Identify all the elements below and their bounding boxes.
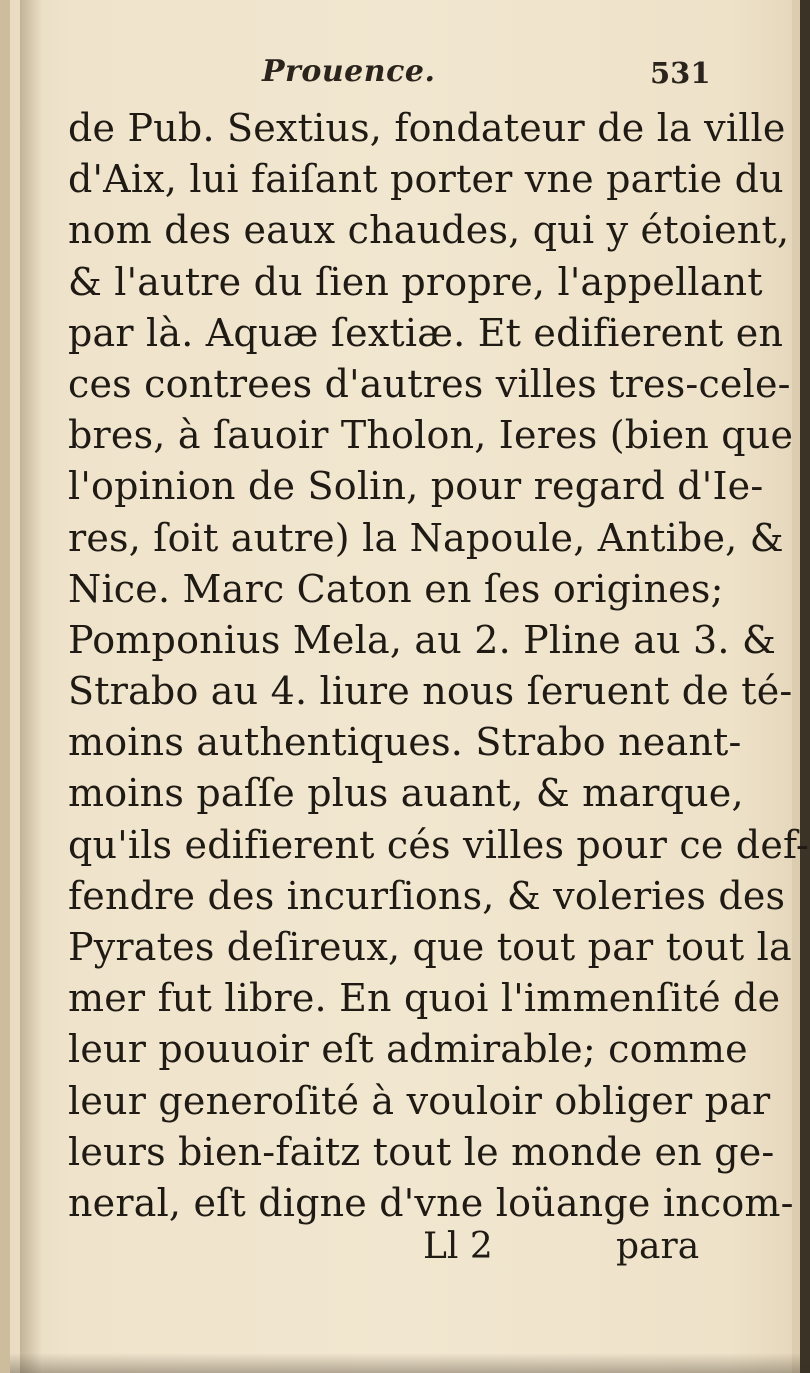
catchword: para — [616, 1226, 700, 1267]
text-line: nom des eaux chaudes, qui y étoient, — [68, 208, 790, 253]
text-line: Pomponius Mela, au 2. Pline au 3. & — [68, 617, 777, 662]
page-number: 531 — [650, 56, 711, 90]
text-line: Pyrates deſireux, que tout par tout la — [68, 925, 792, 969]
text-line: de Pub. Sextius, fondateur de la ville — [68, 106, 786, 150]
text-line: fendre des incurſions, & voleries des — [68, 873, 786, 918]
text-line: leurs bien-faitz tout le monde en ge- — [68, 1129, 775, 1174]
text-line: leur pouuoir eſt admirable; comme — [68, 1027, 748, 1072]
page-edge-shadow — [10, 1353, 810, 1373]
text-line: res, ſoit autre) la Napoule, Antibe, & — [68, 515, 784, 560]
page-footer — [10, 1226, 810, 1286]
body-text — [68, 103, 809, 1229]
gutter-shadow — [20, 0, 42, 1373]
page-header — [10, 50, 810, 98]
text-line: moins paſſe plus auant, & marque, — [68, 771, 744, 816]
text-line: moins authentiques. Strabo neant- — [68, 720, 742, 765]
text-line: bres, à ſauoir Tholon, Ieres (bien que — [68, 413, 794, 458]
signature-mark: Ll 2 — [423, 1226, 493, 1267]
text-line: Strabo au 4. liure nous ſeruent de té- — [68, 669, 793, 714]
text-line: par là. Aquæ ſextiæ. Et edifierent en — [68, 310, 784, 355]
text-line: neral, eſt digne d'vne loüange incom- — [68, 1180, 794, 1225]
text-line: l'opinion de Solin, pour regard d'Ie- — [68, 464, 764, 509]
text-line: Nice. Marc Caton en ſes origines; — [68, 566, 724, 611]
text-line: ces contrees d'autres villes tres-cele- — [68, 361, 791, 406]
text-line: mer fut libre. En quoi l'immenſité de — [68, 976, 781, 1021]
text-line: d'Aix, lui faiſant porter vne partie du — [68, 157, 784, 202]
running-title: Prouence. — [262, 54, 436, 89]
text-line: qu'ils edifierent cés villes pour ce def- — [68, 822, 809, 867]
text-line: leur generoſité à vouloir obliger par — [68, 1078, 771, 1123]
text-line: & l'autre du ſien propre, l'appellant — [68, 259, 763, 304]
